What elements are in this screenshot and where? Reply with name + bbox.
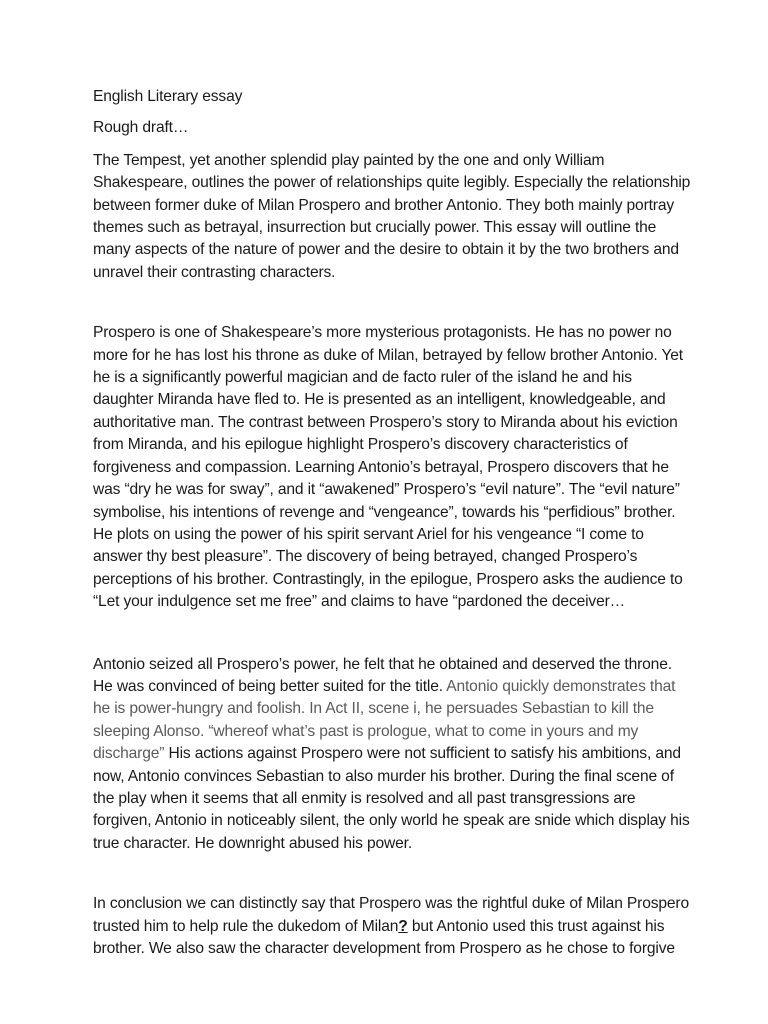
paragraph-line: authoritative man. The contrast between Prospero’s story to Miranda about his eviction [93, 413, 678, 431]
text-segment: He was convinced of being better suited for the title. [93, 677, 447, 695]
paragraph-line [93, 676, 676, 698]
document-subtitle: Rough draft… [93, 119, 189, 137]
paragraph-line [93, 916, 673, 938]
paragraph-line: many aspects of the nature of power and the desire to obtain it by the two brothers and [93, 241, 679, 259]
paragraph-line: The Tempest, yet another splendid play painted by the one and only William [93, 151, 605, 169]
paragraph-line: he is a significantly powerful magician and de facto ruler of the island he and his [93, 369, 632, 387]
paragraph-line: He plots on using the power of his spirit servant Ariel for his vengeance “I come to [93, 525, 644, 543]
paragraph-line: answer thy best pleasure”. The discovery of being betrayed, changed Prospero’s [93, 548, 638, 566]
paragraph-line [93, 743, 681, 765]
paragraph-antonio [93, 654, 690, 856]
paragraph-line: between former duke of Milan Prospero and brother Antonio. They both mainly portray [93, 196, 675, 214]
paragraph-line: now, Antonio convinces Sebastian to also murder his brother. During the final scene of [93, 767, 674, 785]
paragraph-line: was “dry he was for sway”, and it “awakened” Prospero’s “evil nature”. The “evil nature” [93, 481, 680, 499]
paragraph-line: symbolise, his intentions of revenge and “vengeance”, towards his “perfidious” brother. [93, 503, 676, 521]
text-segment: but Antonio used this trust against his [407, 917, 665, 935]
paragraph-line: from Miranda, and his epilogue highlight Prospero’s discovery characteristics of [93, 436, 628, 454]
paragraph-line: he is power-hungry and foolish. In Act II, scene i, he persuades Sebastian to kill the [93, 700, 654, 718]
text-segment: His actions against Prospero were not sufficient to satisfy his ambitions, and [164, 745, 681, 763]
essay-page [93, 86, 691, 960]
paragraph-line: forgiveness and compassion. Learning Antonio’s betrayal, Prospero discovers that he [93, 458, 669, 476]
paragraph-line: more for he has lost his throne as duke of Milan, betrayed by fellow brother Antonio. Yet [93, 346, 683, 364]
paragraph-line: themes such as betrayal, insurrection but crucially power. This essay will outline the [93, 219, 657, 237]
paragraph-line: sleeping Alonso. “whereof what’s past is prologue, what to come in yours and my [93, 722, 639, 740]
paragraph-line: unravel their contrasting characters. [93, 263, 336, 281]
paragraph-line: “Let your indulgence set me free” and claims to have “pardoned the deceiver… [93, 593, 626, 611]
document-title: English Literary essay [93, 88, 243, 105]
text-segment: trusted him to help rule the dukedom of Milan [93, 917, 399, 935]
paragraph-line: true character. He downright abused his power. [93, 834, 413, 852]
paragraph-line: the play when it seems that all enmity is resolved and all past transgressions are [93, 789, 636, 807]
paragraph-line: perceptions of his brother. Contrastingly, in the epilogue, Prospero asks the audience to [93, 570, 683, 588]
paragraph-line: Antonio seized all Prospero’s power, he felt that he obtained and deserved the throne. [93, 655, 672, 673]
paragraph-line: Prospero is one of Shakespeare’s more mysterious protagonists. He has no power no [93, 324, 672, 342]
paragraph-line: Shakespeare, outlines the power of relationships quite legibly. Especially the relationship [93, 174, 691, 192]
paragraph-line: forgiven, Antonio in noticeably silent, the only world he speak are snide which display his [93, 812, 690, 830]
paragraph-intro [93, 150, 691, 284]
gray-text-segment: discharge” [93, 745, 165, 763]
paragraph-line: brother. We also saw the character development from Prospero as he chose to forgive [93, 940, 675, 957]
paragraph-conclusion [93, 893, 689, 960]
paragraph-line: In conclusion we can distinctly say that Prospero was the rightful duke of Milan Prospero [93, 895, 689, 913]
comment-mark: ? [398, 917, 408, 935]
gray-text-segment: Antonio quickly demonstrates that [446, 677, 676, 695]
paragraph-prospero [93, 322, 683, 613]
paragraph-line: daughter Miranda have fled to. He is presented as an intelligent, knowledgeable, and [93, 391, 666, 409]
